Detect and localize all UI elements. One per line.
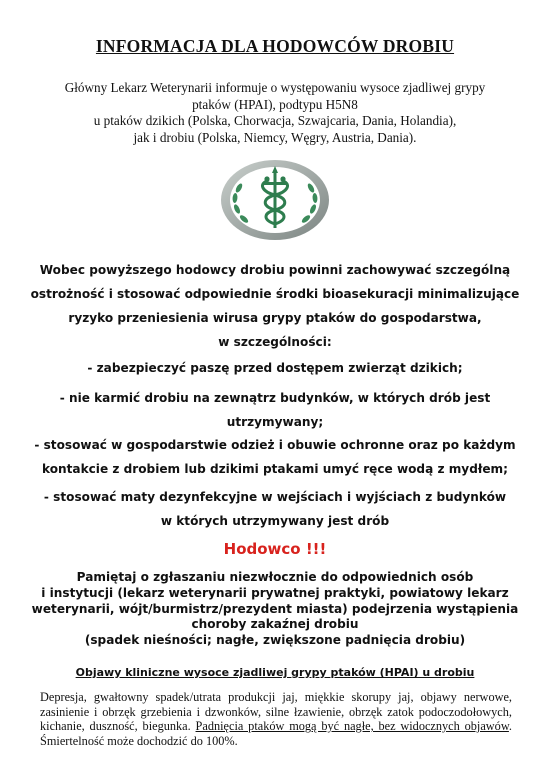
text-line: ostrożność i stosować odpowiednie środki bioasekuracji minimalizujące [30,287,520,301]
text-line: w szczególności: [218,335,332,349]
recommendations-intro [20,258,530,354]
symptoms-text: Depresja, gwałtowny spadek/utrata produkcji jaj, miękkie skorupy jaj, objawy nerwowe, zasinienie i obrzęk grzebienia i dzwonków, silne łzawienie, obrzęk zatok podoczodołowych, kichanie, duszność, biegunka. [40,690,512,734]
text-line: - stosować w gospodarstwie odzież i obuwie ochronne oraz po każdym [34,438,516,452]
recommendation-item [20,433,530,481]
text-line: Wobec powyższego hodowcy drobiu powinni zachowywać szczególną [39,263,511,277]
text-line: ryzyko przeniesienia wirusa grypy ptaków do gospodarstwa, [68,311,482,325]
text-line: - zabezpieczyć paszę przed dostępem zwierząt dzikich; [87,361,463,375]
text-line: weterynarii, wójt/burmistrz/prezydent miasta) podejrzenia wystąpienia [31,601,519,616]
intro-line: Główny Lekarz Weterynarii informuje o występowaniu wysoce zjadliwej grypy [64,80,486,95]
intro-line: u ptaków dzikich (Polska, Chorwacja, Szwajcaria, Dania, Holandia), [93,113,457,128]
appeal-paragraph [20,570,530,649]
text-line: utrzymywany; [226,415,324,429]
symptoms-warning-text: Padnięcia ptaków mogą być nagłe, bez widocznych objawów [195,719,509,734]
text-line: - stosować maty dezynfekcyjne w wejściach i wyjściach z budynków [43,490,507,504]
text-line: - nie karmić drobiu na zewnątrz budynków, w których drób jest [59,391,491,405]
recommendation-item [20,356,530,380]
text-line: choroby zakaźnej drobiu [191,617,359,632]
intro-line: ptaków (HPAI), podtypu H5N8 [192,96,358,112]
caduceus-logo-icon [217,158,333,242]
symptoms-paragraph [40,690,512,748]
text-line: Pamiętaj o zgłaszaniu niezwłocznie do odpowiednich osób [76,570,474,584]
text-line: kontakcie z drobiem lub dzikimi ptakami umyć ręce wodą z mydłem; [42,462,508,476]
appeal-heading: Hodowco !!! [223,540,327,558]
recommendation-item [20,485,530,533]
text-line: i instytucji (lekarz weterynarii prywatnej praktyki, powiatowy lekarz [41,585,509,600]
intro-paragraph [40,80,510,146]
recommendation-item [20,386,530,434]
page-title: INFORMACJA DLA HODOWCÓW DROBIU [95,36,455,56]
text-line: (spadek nieśności; nagłe, zwiększone padnięcia drobiu) [84,633,466,648]
symptoms-mortality-text: . Śmiertelność może dochodzić do 100%. [40,719,512,748]
symptoms-title: Objawy kliniczne wysoce zjadliwej grypy ptaków (HPAI) u drobiu [75,666,475,679]
intro-line: jak i drobiu (Polska, Niemcy, Węgry, Austria, Dania). [133,129,417,145]
text-line: w których utrzymywany jest drób [160,514,390,528]
